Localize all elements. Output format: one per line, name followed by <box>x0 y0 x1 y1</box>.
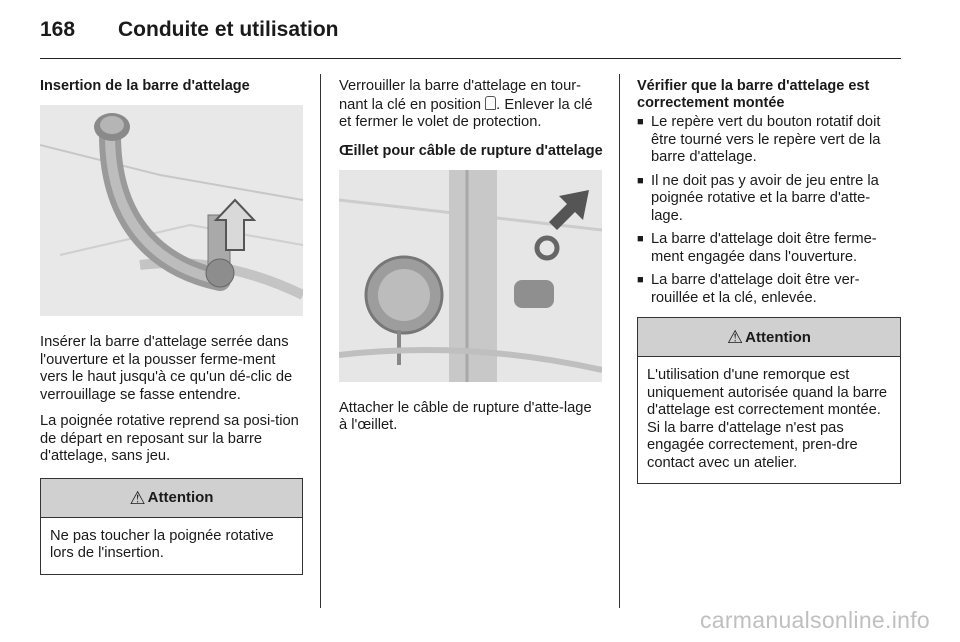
section-heading-eyelet: Œillet pour câble de rupture d'attelage <box>339 142 603 159</box>
attention-header <box>41 479 302 518</box>
list-item <box>637 231 901 266</box>
section-heading-check: Vérifier que la barre d'attelage est correctement montée <box>637 78 870 111</box>
list-item <box>637 114 901 167</box>
locking-paragraph <box>339 78 603 132</box>
bullet-square-icon: ■ <box>637 233 644 245</box>
page-header <box>40 18 900 58</box>
break-away-cable-eyelet-illustration <box>339 170 602 382</box>
bullet-square-icon: ■ <box>637 116 644 128</box>
insertion-paragraph-2: La poignée rotative reprend sa posi-tion de départ en reposant sur la barre d'attelage, sans jeu. <box>40 413 299 464</box>
attention-title: Attention <box>147 489 214 506</box>
column-1 <box>40 78 303 575</box>
list-item-text: Le repère vert du bouton rotatif doit être tourné vers le repère vert de la barre d'attelage. <box>651 114 881 165</box>
list-item <box>637 272 901 307</box>
warning-triangle-icon: ⚠ <box>727 327 744 347</box>
bullet-square-icon: ■ <box>637 274 644 286</box>
locking-text-start: Verrouiller la barre d'attelage en tour-nant la clé en position <box>339 78 582 113</box>
eyelet-caption: Attacher le câble de rupture d'atte-lage à l'œillet. <box>339 399 592 433</box>
watermark: carmanualsonline.info <box>699 607 930 633</box>
bullet-square-icon: ■ <box>637 174 644 187</box>
list-item <box>637 173 901 226</box>
insertion-paragraph-1: Insérer la barre d'attelage serrée dans l'ouverture et la pousser ferme-ment vers le haut jusqu'à ce qu'un dé-clic de verrouillage se fasse entendre. <box>40 334 293 403</box>
attention-text: L'utilisation d'une remorque est uniquement autorisée quand la barre d'attelage est correctement montée. Si la barre d'attelage n'est pas engagée correctement, pren-dre contact avec un atelier. <box>647 367 888 471</box>
header-rule <box>40 58 901 59</box>
column-divider <box>320 74 321 608</box>
attention-text: Ne pas toucher la poignée rotative lors de l'insertion. <box>50 527 274 561</box>
list-item-text: Il ne doit pas y avoir de jeu entre la poignée rotative et la barre d'atte-lage. <box>651 172 879 224</box>
column-2 <box>339 78 603 435</box>
attention-box <box>40 478 303 575</box>
locking-text-end: . Enlever la clé et fermer le volet de protection. <box>339 96 593 130</box>
list-item-text: La barre d'attelage doit être ver-rouillée et la clé, enlevée. <box>651 272 860 306</box>
lock-icon <box>485 96 496 110</box>
attention-header <box>638 318 900 357</box>
page-number: 168 <box>40 18 76 41</box>
list-item-text: La barre d'attelage doit être ferme-ment engagée dans l'ouverture. <box>651 231 877 265</box>
attention-box <box>637 317 901 484</box>
column-divider <box>619 74 620 608</box>
check-list <box>637 114 901 307</box>
section-heading-insertion: Insertion de la barre d'attelage <box>40 78 250 94</box>
tow-bar-insertion-illustration <box>40 105 303 316</box>
page-title: Conduite et utilisation <box>118 18 339 41</box>
warning-triangle-icon: ⚠ <box>129 487 146 508</box>
attention-title: Attention <box>745 328 811 346</box>
column-3 <box>637 78 901 484</box>
